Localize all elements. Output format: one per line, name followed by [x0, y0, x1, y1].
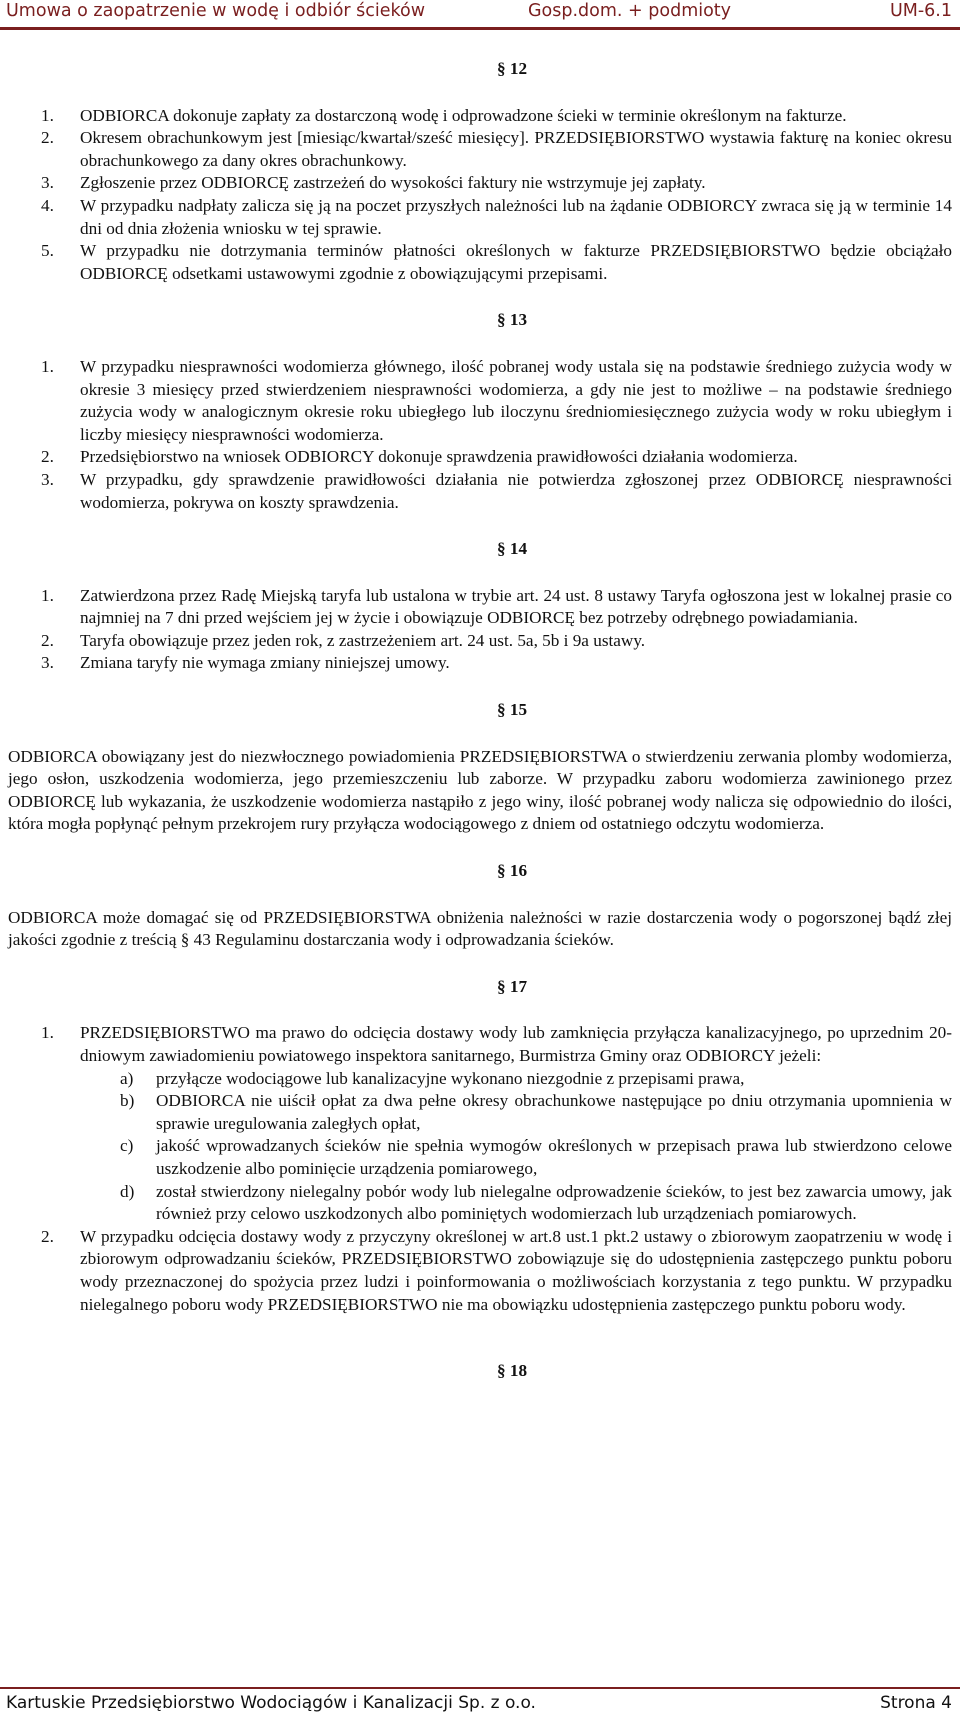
item-text: Zmiana taryfy nie wymaga zmiany niniejszej umowy.	[80, 653, 450, 673]
item-number: 2.	[41, 630, 54, 650]
item-text: PRZEDSIĘBIORSTWO ma prawo do odcięcia dostawy wody lub zamknięcia przyłącza kanalizacyjnego, po uprzednim 20-dniowym zawiadomieniu powiatowego inspektora sanitarnego, Burmistrza Gminy oraz ODBIORCY jeżeli:	[80, 1023, 952, 1065]
section-12-list	[8, 105, 952, 286]
item-text: W przypadku, gdy sprawdzenie prawidłowości działania nie potwierdza zgłoszonej przez ODBIORCĘ niesprawności wodomierza, pokrywa on koszty sprawdzenia.	[80, 469, 952, 512]
item-text: ODBIORCA dokonuje zapłaty za dostarczoną wodę i odprowadzone ścieki w terminie określonym na fakturze.	[80, 105, 847, 125]
list-item	[8, 1226, 952, 1316]
list-item	[8, 446, 952, 469]
item-number: 1.	[41, 1023, 54, 1043]
list-item	[8, 652, 952, 675]
sub-item-text: przyłącze wodociągowe lub kanalizacyjne wykonano niezgodnie z przepisami prawa,	[156, 1068, 745, 1088]
list-item	[8, 240, 952, 285]
section-heading-17: § 17	[496, 976, 528, 996]
sub-item-letter: a)	[120, 1068, 134, 1088]
section-heading-13: § 13	[496, 310, 528, 330]
sub-item-letter: d)	[120, 1181, 135, 1201]
item-number: 2.	[41, 447, 54, 467]
item-number: 2.	[41, 128, 54, 148]
item-number: 5.	[41, 241, 54, 261]
sub-item-letter: b)	[120, 1091, 135, 1111]
list-item	[8, 630, 952, 653]
item-text: Taryfa obowiązuje przez jeden rok, z zastrzeżeniem art. 24 ust. 5a, 5b i 9a ustawy.	[80, 630, 646, 650]
sub-list-item	[8, 1135, 952, 1180]
header-subtitle: Gosp.dom. + podmioty	[528, 1, 732, 21]
section-14-list	[8, 585, 952, 675]
item-text: W przypadku nadpłaty zalicza się ją na poczet przyszłych należności lub na żądanie ODBIORCY zwraca się ją w terminie 14 dni od dnia złożenia wniosku w tej sprawie.	[80, 195, 952, 238]
section-15-paragraph: ODBIORCA obowiązany jest do niezwłocznego powiadomienia PRZEDSIĘBIORSTWA o stwierdzeniu zerwania plomby wodomierza, jego osłon, uszkodzenia wodomierza, jego przemieszczeniu lub zaborze. W przypadku zaboru wodomierza zawinionego przez ODBIORCĘ lub wykazania, że uszkodzenie wodomierza nastąpiło z jego winy, ilość pobranej wody nalicza się odpowiednio do ilości, która mogła popłynąć pełnym przekrojem rury przyłącza wodociągowego z dniem od ostatniego odczytu wodomierza.	[8, 746, 952, 834]
list-item	[8, 585, 952, 630]
document-body	[8, 58, 952, 1407]
page-footer	[0, 1685, 960, 1721]
section-16-paragraph: ODBIORCA może domagać się od PRZEDSIĘBIORSTWA obniżenia należności w razie dostarczenia wody o pogorszonej bądź złej jakości zgodnie z treścią § 43 Regulaminu dostarczania wody i odprowadzania ścieków.	[8, 907, 952, 950]
list-item	[8, 1022, 952, 1067]
list-item	[8, 105, 952, 128]
header-code: UM-6.1	[889, 1, 952, 21]
footer-rule	[0, 1687, 960, 1689]
item-text: Zatwierdzona przez Radę Miejską taryfa lub ustalona w trybie art. 24 ust. 8 ustawy Taryfa ogłoszona jest w lokalnej prasie co najmniej na 7 dni przed wejściem jej w życie i obowiązuje ODBIORCĘ bez potrzeby odrębnego powiadamiania.	[80, 585, 952, 628]
sub-item-text: jakość wprowadzanych ścieków nie spełnia wymogów określonych w przepisach prawa lub stwierdzono celowe uszkodzenie albo pominięcie urządzenia pomiarowego,	[156, 1136, 952, 1178]
item-number: 3.	[41, 173, 54, 193]
item-text: Przedsiębiorstwo na wniosek ODBIORCY dokonuje sprawdzenia prawidłowości działania wodomierza.	[80, 447, 798, 467]
item-number: 1.	[41, 356, 54, 376]
section-heading-16: § 16	[496, 861, 528, 881]
item-text: W przypadku niesprawności wodomierza głównego, ilość pobranej wody ustala się na podstawie średniego zużycia wody w okresie 3 miesięcy przed stwierdzeniem niesprawności wodomierza, a gdy nie jest to możliwe – na podstawie średniego zużycia wody w analogicznym okresie roku ubiegłego lub iloczynu średniomiesięcznego zużycia wody w roku ubiegłym i liczby miesięcy niesprawności wodomierza.	[80, 356, 952, 444]
sub-item-text: ODBIORCA nie uiścił opłat za dwa pełne okresy obrachunkowe następujące po dniu otrzymania upomnienia w sprawie uregulowania zaległych opłat,	[156, 1091, 952, 1133]
item-number: 1.	[41, 585, 54, 605]
header-rule	[0, 27, 960, 30]
item-number: 1.	[41, 105, 54, 125]
item-text: W przypadku odcięcia dostawy wody z przyczyny określonej w art.8 ust.1 pkt.2 ustawy o zbiorowym zaopatrzeniu w wodę i zbiorowym odprowadzaniu ścieków, PRZEDSIĘBIORSTWO zobowiązuje się do udostępnienia zastępczego punktu poboru wody przeznaczonej do spożycia przez ludzi i poinformowania o możliwościach korzystania z tego punktu. W przypadku nielegalnego poboru wody PRZEDSIĘBIORSTWO nie ma obowiązku udostępnienia zastępczego punktu poboru wody.	[80, 1226, 952, 1314]
item-number: 4.	[41, 195, 54, 215]
item-text: W przypadku nie dotrzymania terminów płatności określonych w fakturze PRZEDSIĘBIORSTWO będzie obciążało ODBIORCĘ odsetkami ustawowymi zgodnie z obowiązującymi przepisami.	[80, 241, 952, 283]
sub-item-text: został stwierdzony nielegalny pobór wody lub nielegalne odprowadzenie ścieków, to jest bez zawarcia umowy, jak również przy celowo uszkodzonych albo pominiętych wodomierzach lub urządzeniach pomiarowych.	[156, 1181, 952, 1224]
list-item	[8, 172, 952, 195]
section-13-list	[8, 356, 952, 514]
section-heading-12: § 12	[496, 59, 528, 78]
footer-company: Kartuskie Przedsiębiorstwo Wodociągów i Kanalizacji Sp. z o.o.	[6, 1693, 536, 1713]
list-item	[8, 356, 952, 446]
item-number: 3.	[41, 653, 54, 673]
item-number: 2.	[41, 1226, 54, 1246]
item-number: 3.	[41, 469, 54, 489]
section-heading-18: § 18	[496, 1361, 528, 1381]
footer-page-number: Strona 4	[880, 1693, 952, 1713]
list-item	[8, 469, 952, 514]
section-17-list	[8, 1022, 952, 1316]
item-text: Okresem obrachunkowym jest [miesiąc/kwartał/sześć miesięcy]. PRZEDSIĘBIORSTWO wystawia fakturę na koniec okresu obrachunkowego za dany okres obrachunkowy.	[80, 128, 952, 170]
section-heading-14: § 14	[496, 539, 528, 559]
header-title: Umowa o zaopatrzenie w wodę i odbiór ścieków	[6, 1, 426, 21]
sub-item-letter: c)	[120, 1136, 134, 1156]
list-item	[8, 127, 952, 172]
sub-list-item	[8, 1090, 952, 1135]
list-item	[8, 195, 952, 240]
sub-list-item	[8, 1181, 952, 1226]
section-heading-15: § 15	[496, 700, 528, 720]
sub-list-item	[8, 1068, 952, 1091]
item-text: Zgłoszenie przez ODBIORCĘ zastrzeżeń do wysokości faktury nie wstrzymuje jej zapłaty.	[80, 173, 706, 193]
page-header	[0, 0, 960, 30]
